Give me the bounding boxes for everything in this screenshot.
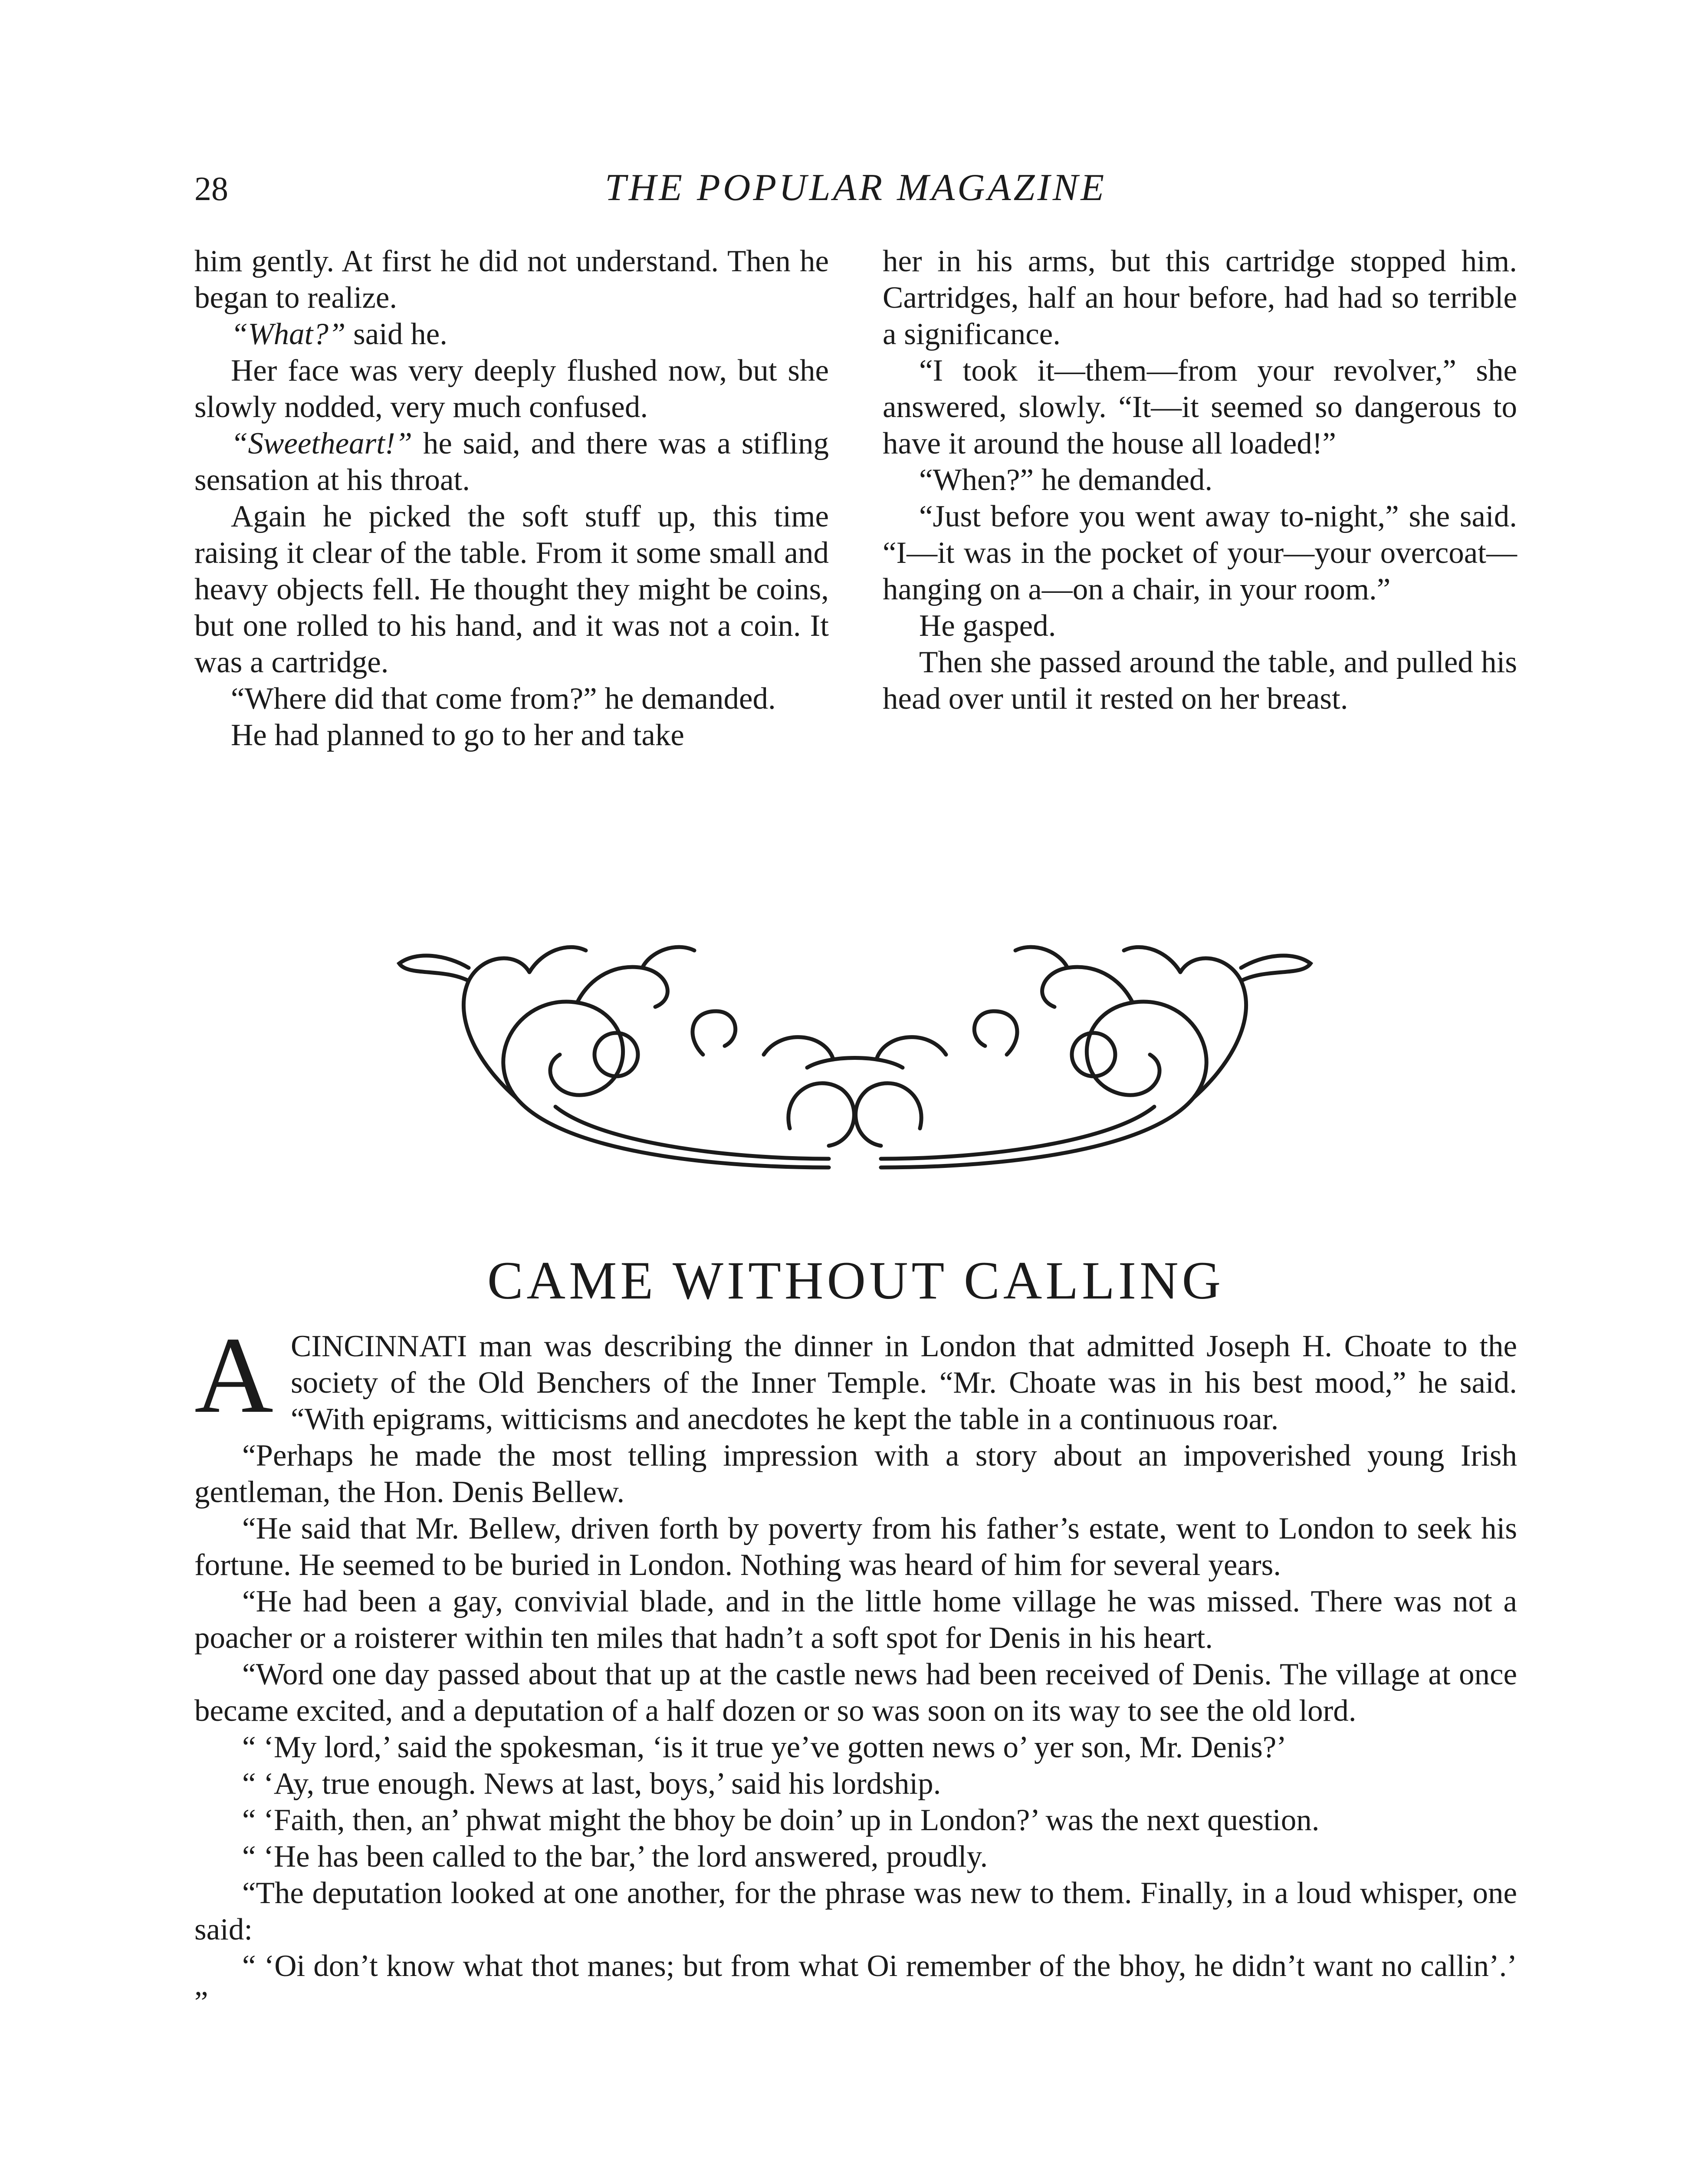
article-paragraph: “He had been a gay, convivial blade, and in the little home village he was missed. There was not a poacher or a roisterer within ten miles that hadn’t a soft spot for Denis in his heart. — [194, 1585, 1517, 1655]
article-body — [194, 1314, 1517, 2021]
magazine-title: THE POPULAR MAGAZINE — [604, 167, 1107, 209]
paragraph-text: He had planned to go to her and take — [231, 718, 684, 752]
page-number: 28 — [194, 170, 228, 207]
article-first-paragraph — [194, 1314, 1517, 1437]
article-paragraph: “ ‘Faith, then, an’ phwat might the bhoy be doin’ up in London?’ was the next question. — [242, 1803, 1320, 1837]
paragraph — [194, 425, 829, 498]
paragraph — [194, 316, 829, 352]
paragraph-text: her in his arms, but this cartridge stopped him. Cartridges, half an hour before, had had so terrible a significance. — [883, 244, 1517, 351]
paragraph-text: “I took it—them—from your revolver,” she answered, slowly. “It—it seemed so dangerous to have it around the house all loaded!” — [883, 354, 1517, 460]
article-paragraph: “Word one day passed about that up at the castle news had been received of Denis. The village at once became excited, and a deputation of a half dozen or so was soon on its way to see the old lord. — [194, 1657, 1517, 1728]
article-paragraph: “He said that Mr. Bellew, driven forth by poverty from his father’s estate, went to London to seek his fortune. He seemed to be buried in London. Nothing was heard of him for several years. — [194, 1512, 1517, 1582]
left-column — [194, 243, 829, 753]
italic-phrase: “Sweetheart!” — [231, 427, 413, 460]
paragraph-text: him gently. At first he did not understand. Then he began to realize. — [194, 244, 829, 315]
article-paragraph: “ ‘He has been called to the bar,’ the lord answered, proudly. — [242, 1840, 988, 1874]
first-paragraph-text: CINCINNATI man was describing the dinner in London that admitted Joseph H. Choate to the society of the Old Benchers of the Inner Temple. “Mr. Choate was in his best mood,” he said. “With epigrams, witticisms and anecdotes he kept the table in a continuous roar. — [291, 1329, 1517, 1436]
paragraph-text: Again he picked the soft stuff up, this time raising it clear of the table. From it some small and heavy objects fell. He thought they might be coins, but one rolled to his hand, and it was not a coin. It was a cartridge. — [194, 500, 829, 679]
paragraph-text: he said, and there was a stifling sensation at his throat. — [194, 427, 829, 497]
paragraph-text: He gasped. — [919, 609, 1056, 643]
paragraph-text: Her face was very deeply flushed now, but she slowly nodded, very much confused. — [194, 354, 829, 424]
scroll-ornament-icon — [373, 924, 1337, 1185]
article-paragraph: “ ‘Oi don’t know what thot manes; but from what Oi remember of the bhoy, he didn’t want no callin’.’ ” — [194, 1949, 1517, 2019]
running-head — [194, 166, 1517, 218]
paragraph-text: Then she passed around the table, and pulled his head over until it rested on her breast. — [883, 645, 1517, 716]
article-title: CAME WITHOUT CALLING — [487, 1251, 1225, 1310]
article-paragraph: “The deputation looked at one another, for the phrase was new to them. Finally, in a loud whisper, one said: — [194, 1876, 1517, 1946]
italic-phrase: “What?” — [231, 317, 346, 351]
paragraph-text: “Just before you went away to-night,” she said. “I—it was in the pocket of your—your overcoat—hanging on a—on a chair, in your room.” — [883, 500, 1517, 606]
paragraph — [883, 608, 1517, 644]
paragraph-text: said he. — [345, 317, 447, 351]
paragraph — [194, 681, 829, 717]
paragraph — [194, 243, 829, 316]
right-column — [883, 243, 1517, 717]
article-paragraph: “ ‘My lord,’ said the spokesman, ‘is it true ye’ve gotten news o’ yer son, Mr. Denis?’ — [242, 1730, 1287, 1764]
paragraph — [883, 644, 1517, 717]
paragraph — [883, 352, 1517, 462]
article-paragraph: “Perhaps he made the most telling impression with a story about an impoverished young Irish gentleman, the Hon. Denis Bellew. — [194, 1439, 1517, 1509]
paragraph — [883, 243, 1517, 352]
story-columns — [194, 243, 1517, 868]
paragraph — [883, 498, 1517, 608]
paragraph-text: “Where did that come from?” he demanded. — [231, 682, 776, 716]
paragraph-text: “When?” he demanded. — [919, 463, 1213, 497]
paragraph — [194, 717, 829, 753]
paragraph — [194, 498, 829, 681]
drop-cap: A — [194, 1314, 273, 1436]
paragraph — [883, 462, 1517, 498]
article-paragraph: “ ‘Ay, true enough. News at last, boys,’ said his lordship. — [242, 1767, 941, 1801]
paragraph — [194, 352, 829, 425]
